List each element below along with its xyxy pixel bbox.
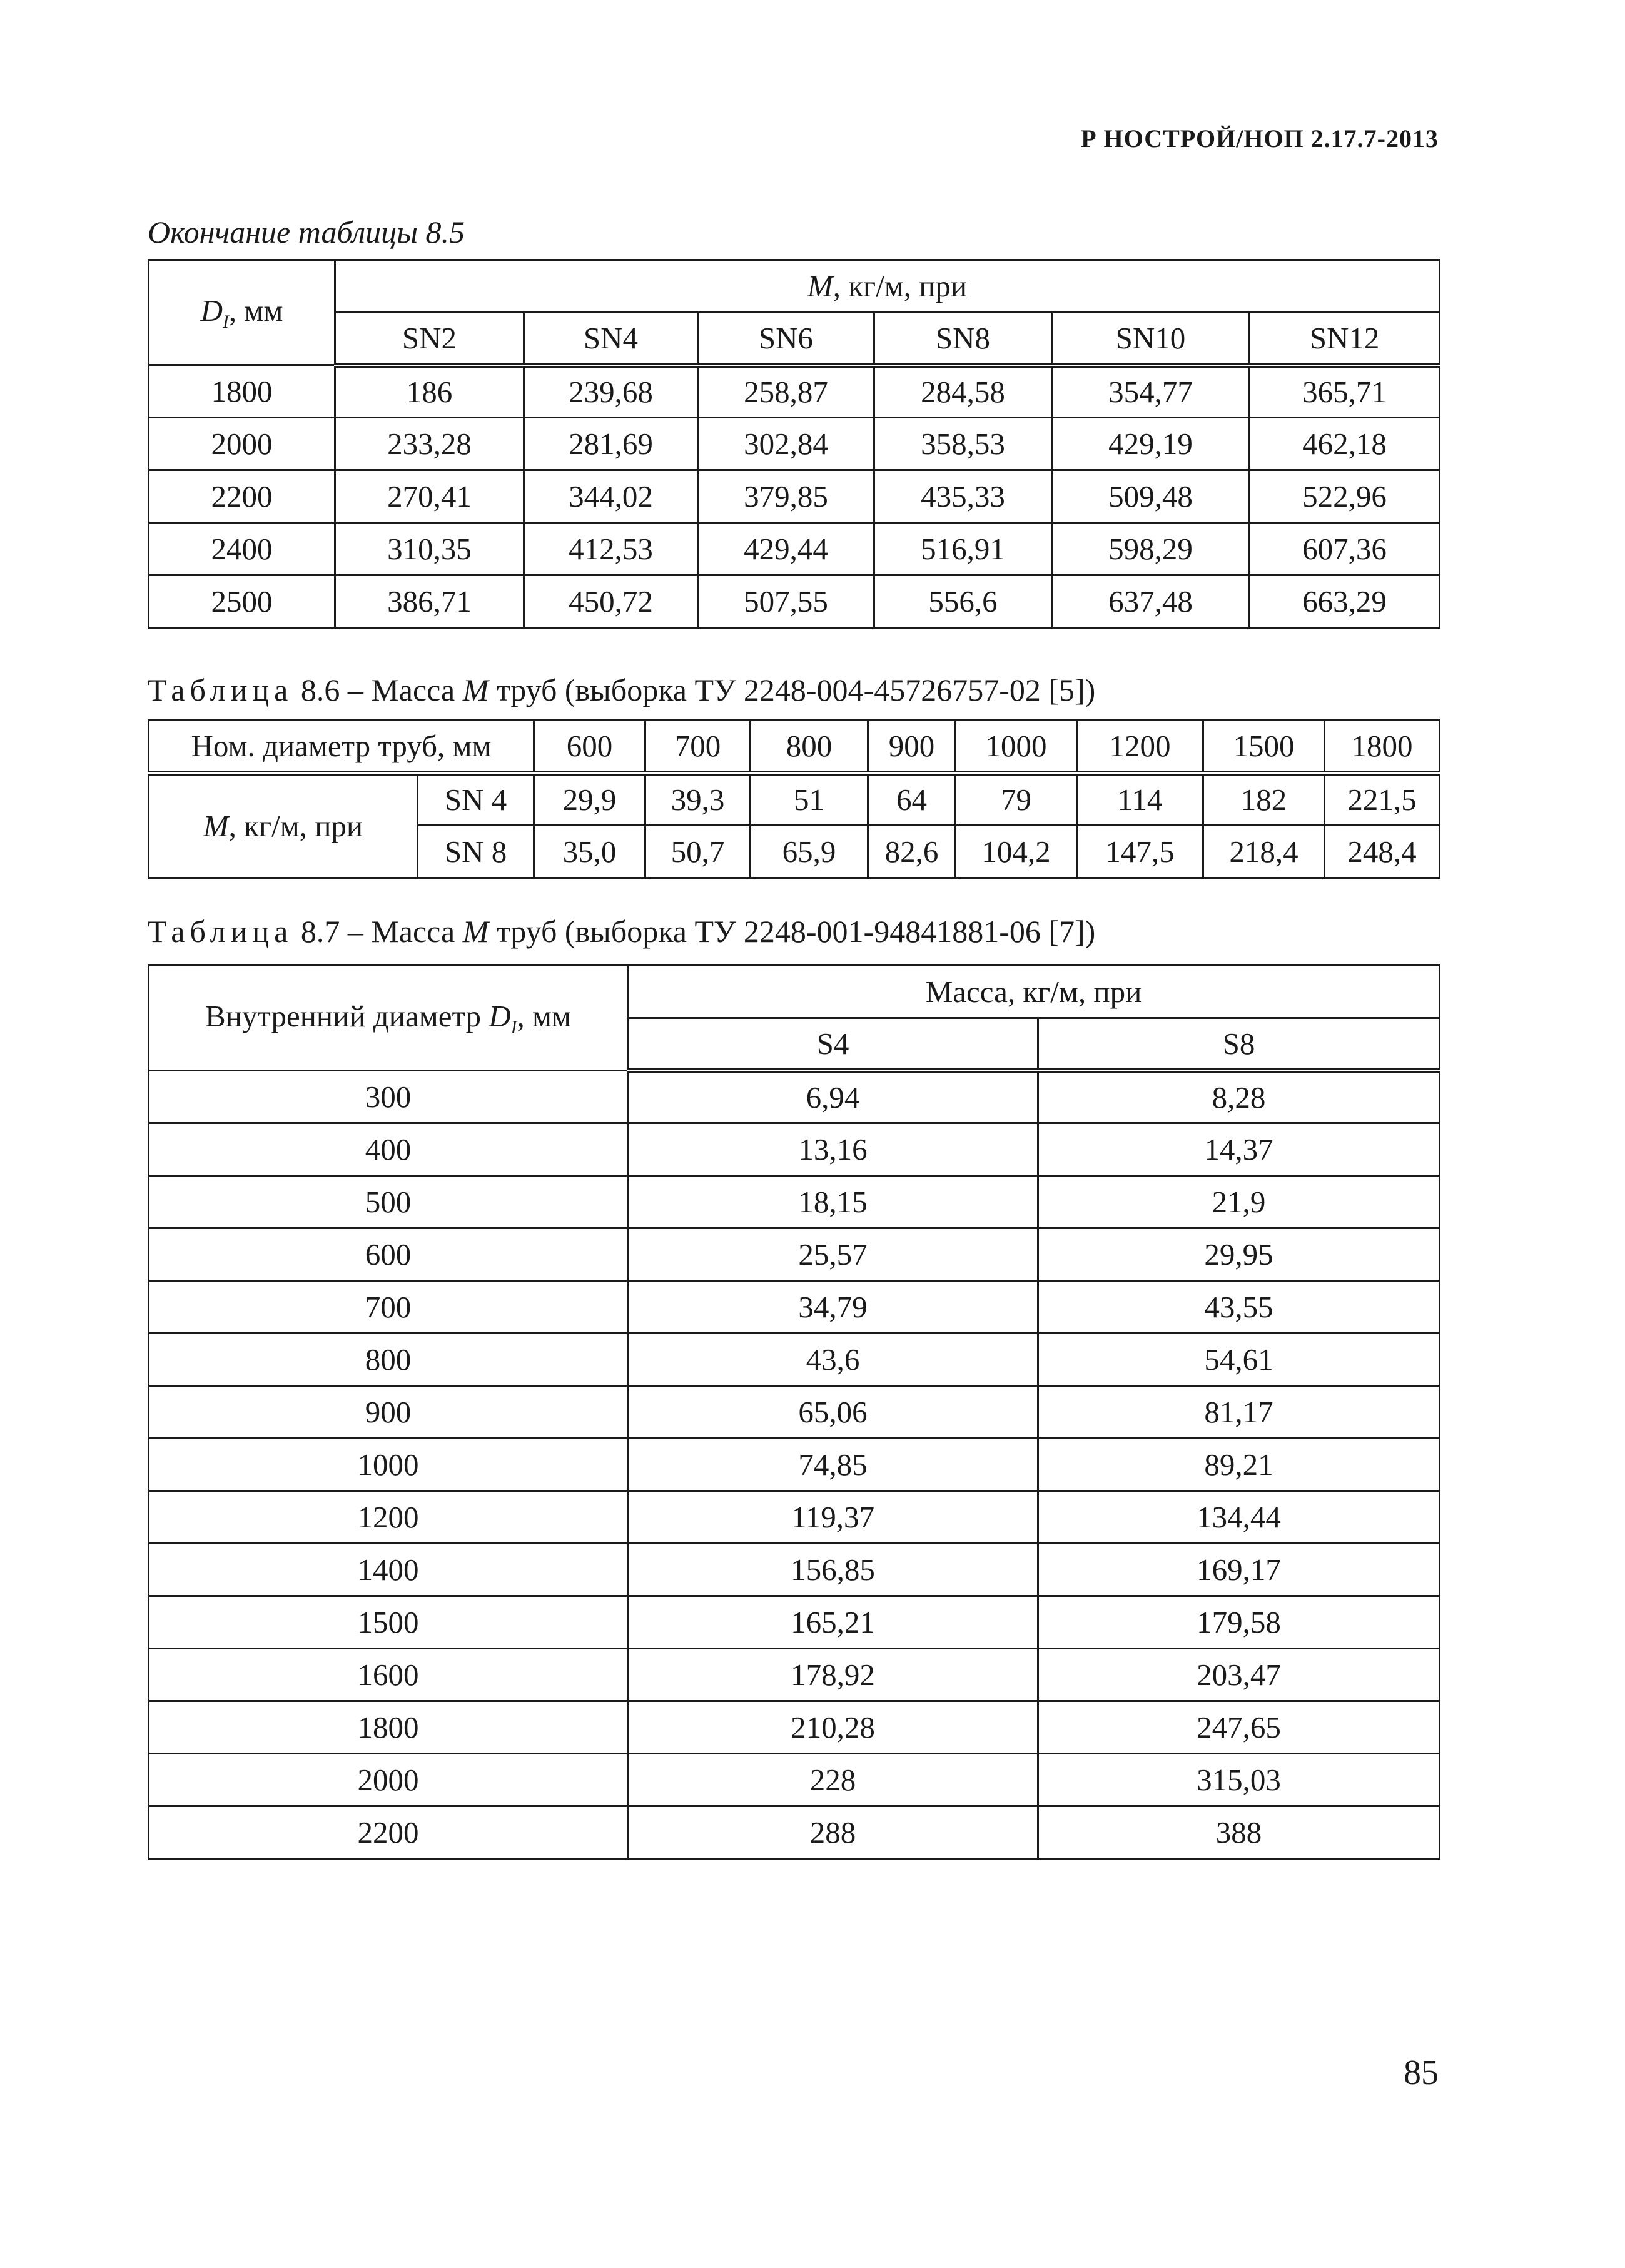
table-cell: 2000 — [149, 1754, 628, 1806]
table-cell: 8,28 — [1038, 1071, 1440, 1123]
table-cell: 114 — [1077, 773, 1203, 826]
document-code: Р НОСТРОЙ/НОП 2.17.7-2013 — [1081, 124, 1439, 153]
table-cell: 228 — [628, 1754, 1038, 1806]
table-cell: 344,02 — [524, 470, 698, 523]
table-cell: 21,9 — [1038, 1176, 1440, 1228]
table-cell: 429,19 — [1052, 418, 1250, 470]
table-cell: 39,3 — [645, 773, 751, 826]
table-cell: 165,21 — [628, 1596, 1038, 1649]
table-row — [149, 773, 1440, 826]
table-cell: 239,68 — [524, 365, 698, 418]
table-cell: 14,37 — [1038, 1123, 1440, 1176]
table-cell: 509,48 — [1052, 470, 1250, 523]
table-cell: 1800 — [149, 365, 335, 418]
table-cell: 637,48 — [1052, 575, 1250, 628]
table-row — [149, 1544, 1440, 1596]
table-row — [149, 575, 1440, 628]
diameter-column-header: 900 — [868, 721, 956, 773]
table-cell: 288 — [628, 1806, 1038, 1859]
table-cell: 89,21 — [1038, 1439, 1440, 1491]
table-cell: 507,55 — [698, 575, 874, 628]
table-row — [149, 1176, 1440, 1228]
diameter-column-header: 700 — [645, 721, 751, 773]
table-cell: 663,29 — [1250, 575, 1440, 628]
table-cell: 1500 — [149, 1596, 628, 1649]
table-row — [149, 1701, 1440, 1754]
table-row — [149, 1596, 1440, 1649]
column-header: SN4 — [524, 313, 698, 365]
table-cell: 104,2 — [956, 826, 1077, 878]
table-row — [149, 1334, 1440, 1386]
table-cell: 388 — [1038, 1806, 1440, 1859]
stiffness-class-cell: SN 8 — [418, 826, 534, 878]
table-cell: 210,28 — [628, 1701, 1038, 1754]
table-cell: 365,71 — [1250, 365, 1440, 418]
table-cell: 54,61 — [1038, 1334, 1440, 1386]
table-cell: 450,72 — [524, 575, 698, 628]
table-row — [149, 1439, 1440, 1491]
column-header: SN8 — [874, 313, 1052, 365]
mass-row-label: M, кг/м, при — [149, 773, 418, 878]
diameter-column-header: 600 — [534, 721, 645, 773]
table-cell: 358,53 — [874, 418, 1052, 470]
table-cell: 386,71 — [335, 575, 524, 628]
table-cell: 315,03 — [1038, 1754, 1440, 1806]
table-cell: 51 — [751, 773, 868, 826]
table-cell: 74,85 — [628, 1439, 1038, 1491]
table-cell: 435,33 — [874, 470, 1052, 523]
table-cell: 6,94 — [628, 1071, 1038, 1123]
table-cell: 1000 — [149, 1439, 628, 1491]
table-cell: 379,85 — [698, 470, 874, 523]
table-cell: 247,65 — [1038, 1701, 1440, 1754]
table-cell: 169,17 — [1038, 1544, 1440, 1596]
table-cell: 13,16 — [628, 1123, 1038, 1176]
table-row — [149, 1386, 1440, 1439]
table-cell: 2200 — [149, 470, 335, 523]
table-cell: 64 — [868, 773, 956, 826]
table-cell: 25,57 — [628, 1228, 1038, 1281]
table-cell: 429,44 — [698, 523, 874, 575]
table-cell: 300 — [149, 1071, 628, 1123]
table-row — [149, 418, 1440, 470]
table-cell: 35,0 — [534, 826, 645, 878]
table-cell: 600 — [149, 1228, 628, 1281]
table-cell: 178,92 — [628, 1649, 1038, 1701]
column-header: S8 — [1038, 1018, 1440, 1071]
table-row — [149, 1281, 1440, 1334]
table-row — [149, 365, 1440, 418]
table-cell: 400 — [149, 1123, 628, 1176]
table-cell: 607,36 — [1250, 523, 1440, 575]
table-cell: 1200 — [149, 1491, 628, 1544]
table-cell: 284,58 — [874, 365, 1052, 418]
table-cell: 281,69 — [524, 418, 698, 470]
table-8-5 — [148, 259, 1440, 629]
diameter-column-header: 1500 — [1203, 721, 1325, 773]
table-cell: 700 — [149, 1281, 628, 1334]
table-cell: 556,6 — [874, 575, 1052, 628]
table-cell: 302,84 — [698, 418, 874, 470]
table-cell: 2000 — [149, 418, 335, 470]
page-number: 85 — [1404, 2053, 1439, 2092]
table-row — [149, 523, 1440, 575]
mass-header: M, кг/м, при — [335, 260, 1440, 313]
table-cell: 354,77 — [1052, 365, 1250, 418]
table-row — [149, 1491, 1440, 1544]
column-header: SN6 — [698, 313, 874, 365]
table-row — [149, 470, 1440, 523]
table-cell: 233,28 — [335, 418, 524, 470]
table-cell: 1800 — [149, 1701, 628, 1754]
table-cell: 248,4 — [1325, 826, 1440, 878]
table-cell: 2500 — [149, 575, 335, 628]
table-cell: 82,6 — [868, 826, 956, 878]
table-cell: 65,9 — [751, 826, 868, 878]
table-cell: 2400 — [149, 523, 335, 575]
table-cell: 156,85 — [628, 1544, 1038, 1596]
nominal-diameter-header: Ном. диаметр труб, мм — [149, 721, 534, 773]
table-cell: 500 — [149, 1176, 628, 1228]
table-cell: 29,9 — [534, 773, 645, 826]
table-cell: 900 — [149, 1386, 628, 1439]
table-cell: 179,58 — [1038, 1596, 1440, 1649]
table-row — [149, 1123, 1440, 1176]
table-cell: 50,7 — [645, 826, 751, 878]
table-cell: 34,79 — [628, 1281, 1038, 1334]
table-cell: 516,91 — [874, 523, 1052, 575]
table-cell: 18,15 — [628, 1176, 1038, 1228]
stiffness-class-cell: SN 4 — [418, 773, 534, 826]
table-cell: 800 — [149, 1334, 628, 1386]
table-cell: 182 — [1203, 773, 1325, 826]
table-cell: 522,96 — [1250, 470, 1440, 523]
table-cell: 186 — [335, 365, 524, 418]
diameter-column-header: 1800 — [1325, 721, 1440, 773]
table-cell: 598,29 — [1052, 523, 1250, 575]
table-cell: 79 — [956, 773, 1077, 826]
table-cell: 1400 — [149, 1544, 628, 1596]
table-cell: 81,17 — [1038, 1386, 1440, 1439]
column-header: SN2 — [335, 313, 524, 365]
table-row — [149, 1806, 1440, 1859]
column-header: SN10 — [1052, 313, 1250, 365]
diameter-header: $D_I$, мм — [149, 260, 335, 365]
table-cell: 134,44 — [1038, 1491, 1440, 1544]
table-cell: 29,95 — [1038, 1228, 1440, 1281]
table-8-7-caption: Таблица 8.7 – Масса M труб (выборка ТУ 2248-001-94841881-06 [7]) — [148, 914, 1096, 949]
table-cell: 270,41 — [335, 470, 524, 523]
table-8-7 — [148, 964, 1440, 1860]
table-cell: 2200 — [149, 1806, 628, 1859]
table-row — [149, 1071, 1440, 1123]
table-row — [149, 1754, 1440, 1806]
table-cell: 412,53 — [524, 523, 698, 575]
table-cell: 1600 — [149, 1649, 628, 1701]
table-8-6 — [148, 719, 1440, 879]
column-header: SN12 — [1250, 313, 1440, 365]
table-cell: 43,6 — [628, 1334, 1038, 1386]
table-cell: 203,47 — [1038, 1649, 1440, 1701]
mass-header: Масса, кг/м, при — [628, 966, 1440, 1018]
table-8-5-caption: Окончание таблицы 8.5 — [148, 215, 465, 250]
table-cell: 147,5 — [1077, 826, 1203, 878]
table-cell: 462,18 — [1250, 418, 1440, 470]
table-row — [149, 1649, 1440, 1701]
inner-diameter-header: Внутренний диаметр $D_I$, мм — [149, 966, 628, 1071]
table-cell: 65,06 — [628, 1386, 1038, 1439]
table-8-6-caption: Таблица 8.6 – Масса M труб (выборка ТУ 2248-004-45726757-02 [5]) — [148, 672, 1096, 707]
table-cell: 43,55 — [1038, 1281, 1440, 1334]
table-cell: 221,5 — [1325, 773, 1440, 826]
table-cell: 258,87 — [698, 365, 874, 418]
table-cell: 310,35 — [335, 523, 524, 575]
diameter-column-header: 1200 — [1077, 721, 1203, 773]
diameter-column-header: 800 — [751, 721, 868, 773]
diameter-column-header: 1000 — [956, 721, 1077, 773]
table-row — [149, 1228, 1440, 1281]
column-header: S4 — [628, 1018, 1038, 1071]
table-cell: 119,37 — [628, 1491, 1038, 1544]
table-cell: 218,4 — [1203, 826, 1325, 878]
